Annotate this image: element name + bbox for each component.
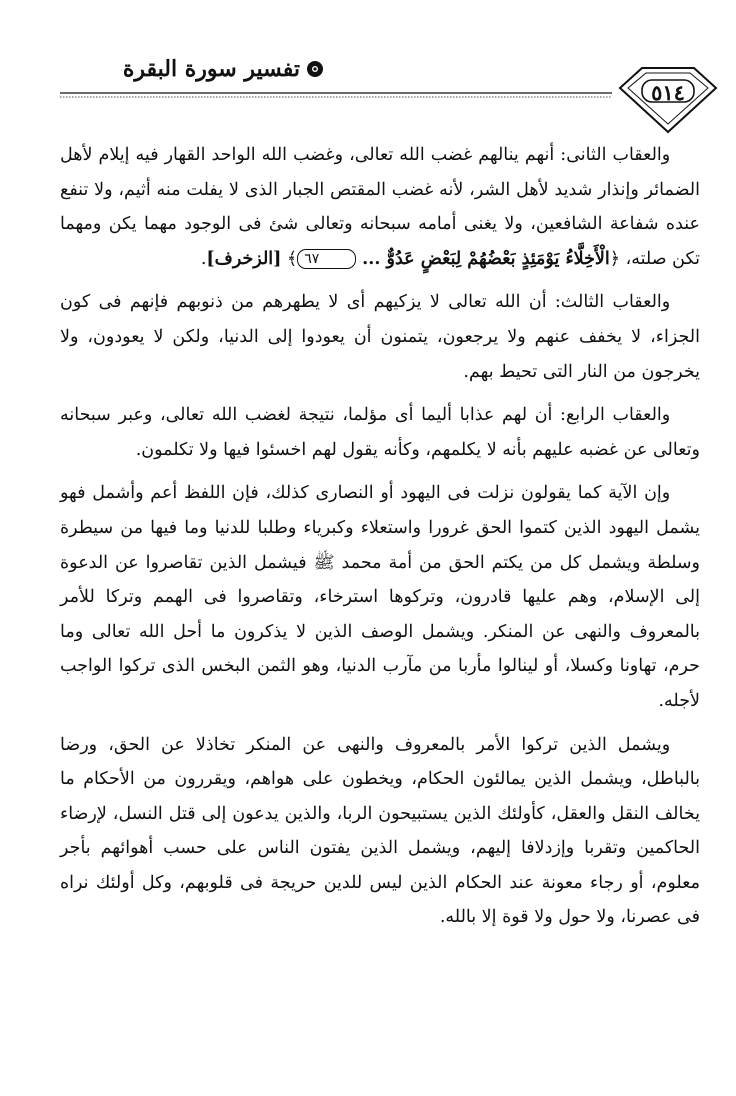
paragraph-4: وإن الآية كما يقولون نزلت فى اليهود أو النصارى كذلك، فإن اللفظ أعم وأشمل فهو يشمل اليهود الذين كتموا الحق غرورا واستعلاء وكبرياء وطلبا للدنيا وما فيها من سيطرة وسلطة ويشمل كل من يكتم الحق من أمة محمد ﷺ فيشمل الذين تقاصروا عن الدعوة إلى الإسلام، وهم عليها قادرون، وتركوها استرخاء، وتقاصروا فى الهمم وتركا للأمر بالمعروف والنهى عن المنكر. ويشمل الوصف الذين لا يذكرون ما أحل الله تعالى وما حرم، تهاونا وكسلا، أو لينالوا مأربا من مآرب الدنيا، وهو الثمن البخس الذى تركوا الواجب لأجله. <box>60 483 700 711</box>
flower-ornament-icon <box>306 60 324 78</box>
paragraph-1-end: . <box>200 248 207 269</box>
paragraph-1-text: والعقاب الثانى: أنهم ينالهم غضب الله تعالى، وغضب الله الواحد القهار فيه إيلام لأهل الضمائر وإنذار شديد لأهل الشر، لأنه غضب المقتص الجبار الذى لا يفلت منه أثيم، ولا تنفع عنده شفاعة الشافعين، ولا يغنى أمامه سبحانه وتعالى شئ فى الوجود مهما يكن ومهما تكن صلته، <box>60 145 700 269</box>
header-rule <box>60 92 612 98</box>
ornate-bracket-close: ﴾ <box>287 248 298 269</box>
paragraph-3: والعقاب الرابع: أن لهم عذابا أليما أى مؤلما، نتيجة لغضب الله تعالى، وعبر سبحانه وتعالى عن غضبه عليهم بأنه لا يكلمهم، وكأنه يقول لهم اخسئوا فيها ولا تكلمون. <box>60 405 700 460</box>
ayah-number-marker: ٦٧ <box>297 249 356 269</box>
ornate-bracket-open: ﴿ <box>609 248 621 269</box>
paragraph-5: ويشمل الذين تركوا الأمر بالمعروف والنهى عن المنكر تخاذلا عن الحق، ورضا بالباطل، ويشمل الذين يمالئون الحكام، ويخطون على هواهم، ويقررون من الأحكام ما يخالف النقل والعقل، كأولئك الذين يستبيحون الربا، والذين يدعون إلى قتل النسل، لإرضاء الحاكمين وتقربا وإزدلافا إليهم، ويشمل الذين يفتون الناس على حسب أهوائهم بأجر معلوم، أو رجاء معونة عند الحكام الذين ليس للدين حريجة فى قلوبهم، وكل أولئك نراه فى عصرنا، ولا حول ولا قوة إلا بالله. <box>60 734 700 928</box>
page-body <box>60 138 700 935</box>
page-number: ٥١٤ <box>651 80 685 105</box>
running-title: تفسير سورة البقرة <box>122 56 300 82</box>
page-header <box>60 42 700 132</box>
paragraph-1 <box>60 138 700 276</box>
quran-verse <box>287 249 620 269</box>
surah-reference: [الزخرف] <box>206 248 282 269</box>
paragraph-2: والعقاب الثالث: أن الله تعالى لا يزكيهم أى لا يطهرهم من ذنوبهم فإنهم فى كون الجزاء، لا يخفف عنهم ولا يرجعون، يتمنون أن يعودوا إلى الدنيا، ولكن لا يعودون، ولا يخرجون من النار التى تحيط بهم. <box>60 292 700 382</box>
quran-verse-text: الْأَخِلَّاءُ يَوْمَئِذٍ بَعْضُهُمْ لِبَعْضٍ عَدُوٌّ ... <box>362 248 610 269</box>
